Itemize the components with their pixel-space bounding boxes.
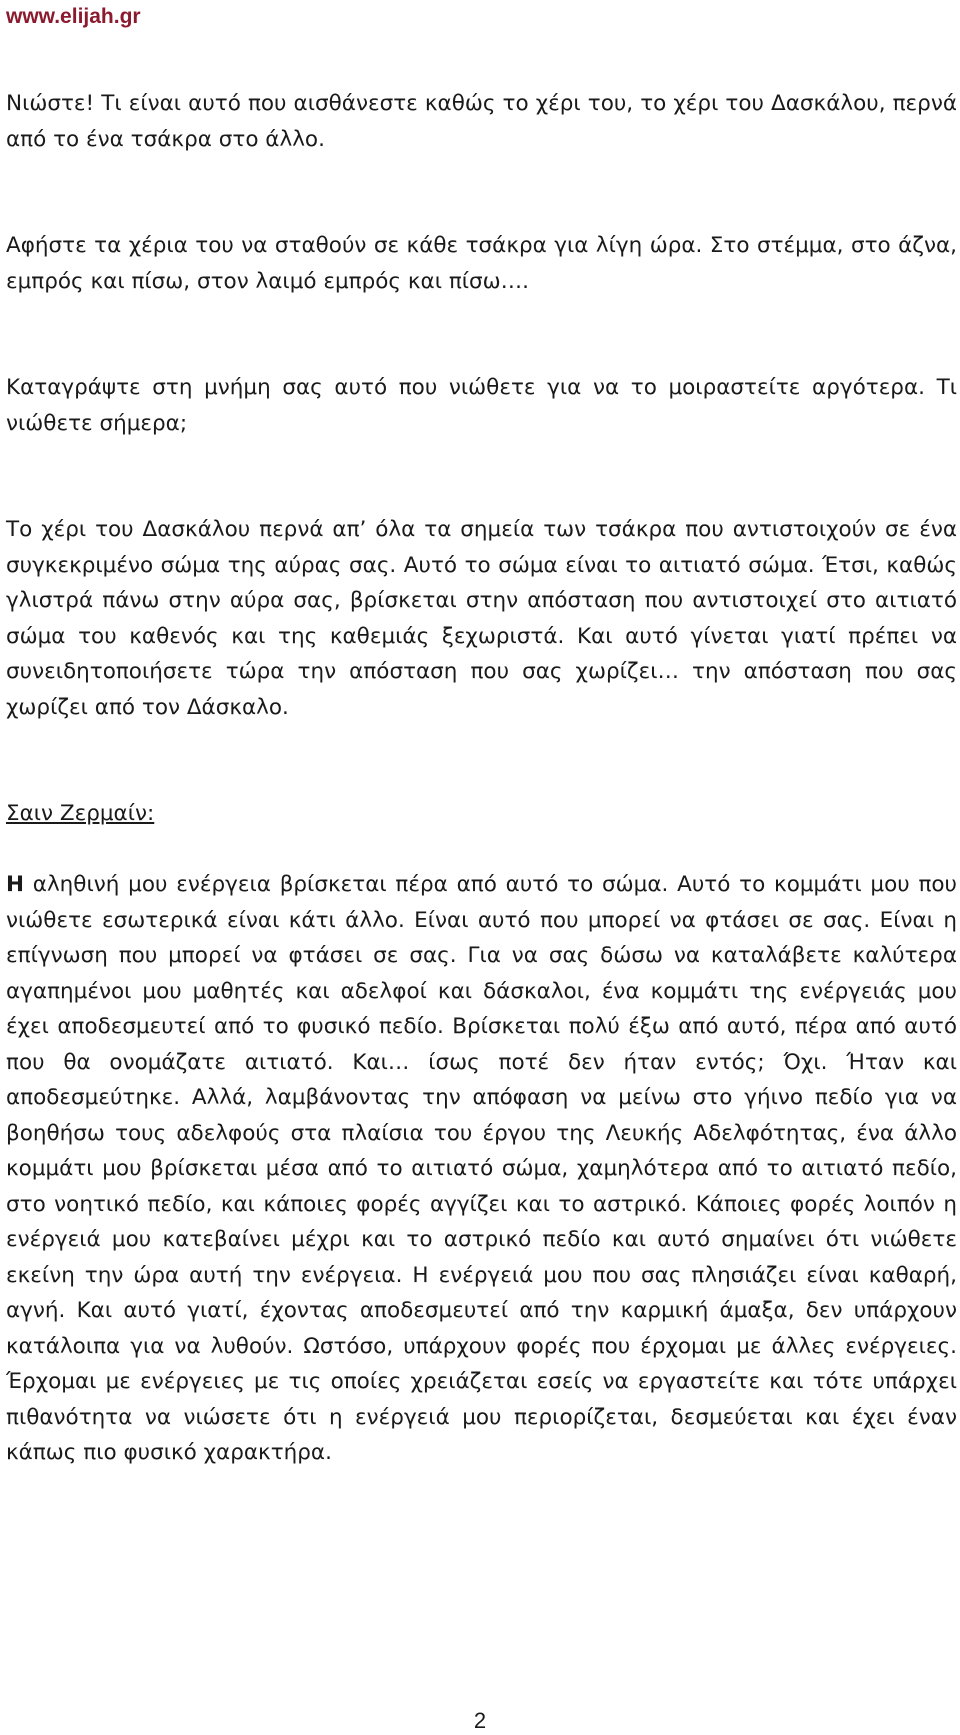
paragraph-2: Αφήστε τα χέρια του να σταθούν σε κάθε τσάκρα για λίγη ώρα. Στο στέμμα, στο άζνα, εμπρός και πίσω, στον λαιμό εμπρός και πίσω…. [6,233,957,294]
paragraph-5-initial: Η [6,872,24,897]
spacer [6,157,957,228]
spacer [6,441,957,512]
spacer [6,832,957,868]
spacer [6,299,957,370]
paragraph-4: Το χέρι του Δασκάλου περνά απ’ όλα τα σημεία των τσάκρα που αντιστοιχούν σε ένα συγκεκριμένο σώμα της αύρας σας. Αυτό το σώμα είναι το αιτιατό σώμα. Έτσι, καθώς γλιστρά πάνω στην αύρα σας, βρίσκεται στην απόσταση που αντιστοιχεί στο αιτιατό σώμα του καθενός και της καθεμιάς ξεχωριστά. Και αυτό γίνεται γιατί πρέπει να συνειδητοποιήσετε τώρα την απόσταση που σας χωρίζει… την απόσταση που σας χωρίζει από τον Δάσκαλο. [6,517,957,720]
document-body [6,86,957,1471]
speaker-heading: Σαιν Ζερμαίν: [6,801,155,826]
page-number: 2 [473,1708,487,1733]
site-link[interactable]: www.elijah.gr [6,5,141,28]
paragraph-5 [6,867,957,1471]
paragraph-5-text: αληθινή μου ενέργεια βρίσκεται πέρα από αυτό το σώμα. Αυτό το κομμάτι μου που νιώθετε εσωτερικά είναι κάτι άλλο. Είναι αυτό που μπορεί να φτάσει σε σας. Είναι η επίγνωση που μπορεί να φτάσει σε σας. Για να σας δώσω να καταλάβετε καλύτερα αγαπημένοι μου μαθητές και αδελφοί και δάσκαλοι, ένα κομμάτι της ενέργειάς μου έχει αποδεσμευτεί από το φυσικό πεδίο. Βρίσκεται πολύ έξω από αυτό, πέρα από αυτό που θα ονομάζατε αιτιατό. Και… ίσως ποτέ δεν ήταν εντός; Όχι. Ήταν και αποδεσμεύτηκε. Αλλά, λαμβάνοντας την απόφαση να μείνω στο γήινο πεδίο για να βοηθήσω τους αδελφούς στα πλαίσια του έργου της Λευκής Αδελφότητας, ένα άλλο κομμάτι μου βρίσκεται μέσα από το αιτιατό σώμα, χαμηλότερα από το αιτιατό πεδίο, στο νοητικό πεδίο, και κάποιες φορές αγγίζει και το αστρικό. Κάποιες φορές λοιπόν η ενέργειά μου κατεβαίνει μέχρι και το αστρικό πεδίο και αυτό σημαίνει ότι νιώθετε εκείνη την ώρα αυτή την ενέργεια. Η ενέργειά μου που σας πλησιάζει είναι καθαρή, αγνή. Και αυτό γιατί, έχοντας αποδεσμευτεί από την καρμική άμαξα, δεν υπάρχουν κατάλοιπα για να λυθούν. Ωστόσο, υπάρχουν φορές που έρχομαι με άλλες ενέργειες. Έρχομαι με ενέργειες με τις οποίες χρειάζεται εσείς να εργαστείτε και τότε υπάρχει πιθανότητα να νιώσετε ότι η ενέργειά μου περιορίζεται, δεσμεύεται και έχει έναν κάπως πιο φυσικό χαρακτήρα. [6,872,957,1465]
spacer [6,725,957,796]
paragraph-3: Καταγράψτε στη μνήμη σας αυτό που νιώθετε για να το μοιραστείτε αργότερα. Τι νιώθετε σήμερα; [6,375,957,436]
paragraph-1: Νιώστε! Τι είναι αυτό που αισθάνεστε καθώς το χέρι του, το χέρι του Δασκάλου, περνά από το ένα τσάκρα στο άλλο. [6,91,957,152]
